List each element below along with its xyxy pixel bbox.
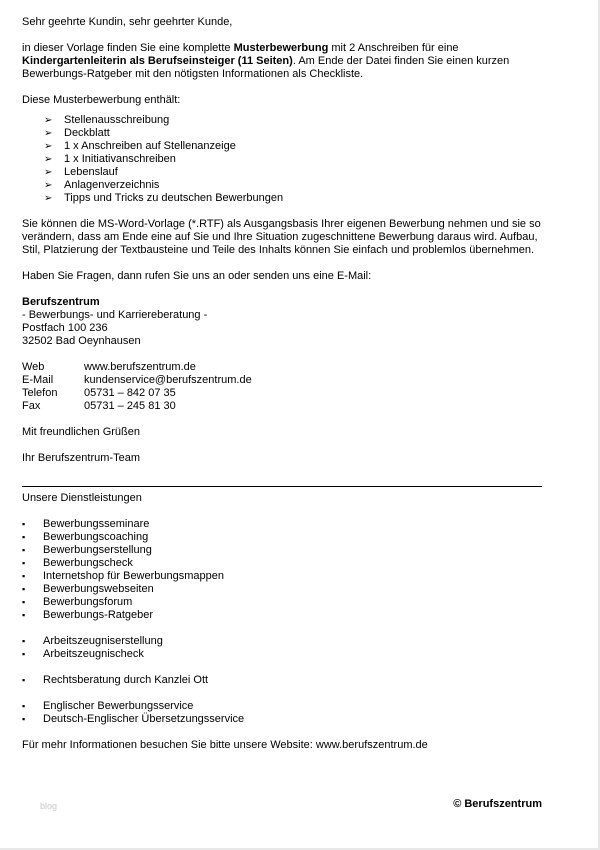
square-bullet-icon: ▪ [22,714,26,724]
list-item: ▪ Bewerbungsforum [22,596,133,608]
company-address [22,296,547,348]
list-item: ▪ Internetshop für Bewerbungsmappen [22,570,225,582]
list-item: ➢ 1 x Initiativanschreiben [44,153,176,165]
questions-paragraph: Haben Sie Fragen, dann rufen Sie uns an oder senden uns eine E-Mail: [22,270,372,282]
intro-bold-position: Kindergartenleiterin als Berufseinsteiger (11 Seiten) [22,55,293,67]
list-item: ▪ Bewerbungs-Ratgeber [22,609,154,621]
square-bullet-icon: ▪ [22,649,26,659]
list-item: ➢ Tipps und Tricks zu deutschen Bewerbungen [44,192,284,204]
watermark-text: blog [40,801,58,811]
list-item: ▪ Bewerbungswebseiten [22,583,154,595]
list-item: ➢ Deckblatt [44,127,110,139]
intro-bold-musterbewerbung: Musterbewerbung [233,42,329,54]
square-bullet-icon: ▪ [22,545,26,555]
services-list-core [22,518,547,622]
intro-text-2: mit 2 Anschreiben für eine [328,42,459,54]
list-item: ▪ Englischer Bewerbungsservice [22,700,194,712]
arrow-bullet-icon: ➢ [44,115,53,126]
services-heading: Unsere Dienstleistungen [22,492,142,504]
divider [22,486,542,487]
greeting: Sehr geehrte Kundin, sehr geehrter Kunde, [22,16,233,28]
copyright: © Berufszentrum [453,798,542,810]
company-tagline: - Bewerbungs- und Karriereberatung - [22,309,208,321]
arrow-bullet-icon: ➢ [44,180,53,191]
square-bullet-icon: ▪ [22,636,26,646]
list-item: ▪ Arbeitszeugniserstellung [22,635,163,647]
square-bullet-icon: ▪ [22,532,26,542]
closing: Mit freundlichen Grüßen [22,426,140,438]
square-bullet-icon: ▪ [22,519,26,529]
list-item: ▪ Bewerbungsseminare [22,518,150,530]
company-name: Berufszentrum [22,296,100,308]
services-list-legal [22,674,547,687]
intro-text-3: . Am Ende der Datei finden Sie einen kurzen Bewerbungs-Ratgeber mit den nötigsten Informationen als Checkliste. [22,55,510,80]
arrow-bullet-icon: ➢ [44,193,53,204]
services-list-english [22,700,547,726]
square-bullet-icon: ▪ [22,701,26,711]
arrow-bullet-icon: ➢ [44,141,53,152]
list-item: ▪ Rechtsberatung durch Kanzlei Ott [22,674,209,686]
more-info: Für mehr Informationen besuchen Sie bitte unsere Website: www.berufszentrum.de [22,739,428,751]
contents-list [22,114,547,205]
square-bullet-icon: ▪ [22,597,26,607]
square-bullet-icon: ▪ [22,584,26,594]
list-item: ▪ Deutsch-Englischer Übersetzungsservice [22,713,245,725]
contact-row-web: Web www.berufszentrum.de [22,361,196,373]
arrow-bullet-icon: ➢ [44,154,53,165]
web-link[interactable]: www.berufszentrum.de [84,361,196,373]
list-item: ▪ Arbeitszeugnischeck [22,648,144,660]
letter-body [22,16,547,752]
arrow-bullet-icon: ➢ [44,167,53,178]
square-bullet-icon: ▪ [22,571,26,581]
list-item: ▪ Bewerbungscoaching [22,531,149,543]
services-list-certificates [22,635,547,661]
square-bullet-icon: ▪ [22,610,26,620]
usage-paragraph: Sie können die MS-Word-Vorlage (*.RTF) als Ausgangsbasis Ihrer eigenen Bewerbung nehmen und sie so verändern, dass am Ende eine auf Sie und Ihre Situation zugeschnittene Bewerbung daraus wird. Aufbau, Stil, Platzierung der Textbausteine und Teile des Inhalts können Sie einfach und problemlos übernehmen. [22,218,541,256]
list-item: ➢ Anlagenverzeichnis [44,179,160,191]
list-item: ▪ Bewerbungserstellung [22,544,152,556]
intro-paragraph [22,42,547,81]
square-bullet-icon: ▪ [22,675,26,685]
square-bullet-icon: ▪ [22,558,26,568]
list-item: ➢ 1 x Anschreiben auf Stellenanzeige [44,140,236,152]
contact-row-email: E-Mail kundenservice@berufszentrum.de [22,374,252,386]
contact-row-phone: Telefon 05731 – 842 07 35 [22,387,176,399]
company-city: 32502 Bad Oeynhausen [22,335,141,347]
contents-heading: Diese Musterbewerbung enthält: [22,94,181,106]
list-item: ➢ Lebenslauf [44,166,118,178]
contact-details [22,361,547,413]
signature: Ihr Berufszentrum-Team [22,452,140,464]
list-item: ▪ Bewerbungscheck [22,557,133,569]
company-po-box: Postfach 100 236 [22,322,108,334]
contact-row-fax: Fax 05731 – 245 81 30 [22,400,176,412]
intro-text-1: in dieser Vorlage finden Sie eine komplette [22,42,234,54]
arrow-bullet-icon: ➢ [44,128,53,139]
email-link[interactable]: kundenservice@berufszentrum.de [84,374,252,386]
list-item: ➢ Stellenausschreibung [44,114,170,126]
